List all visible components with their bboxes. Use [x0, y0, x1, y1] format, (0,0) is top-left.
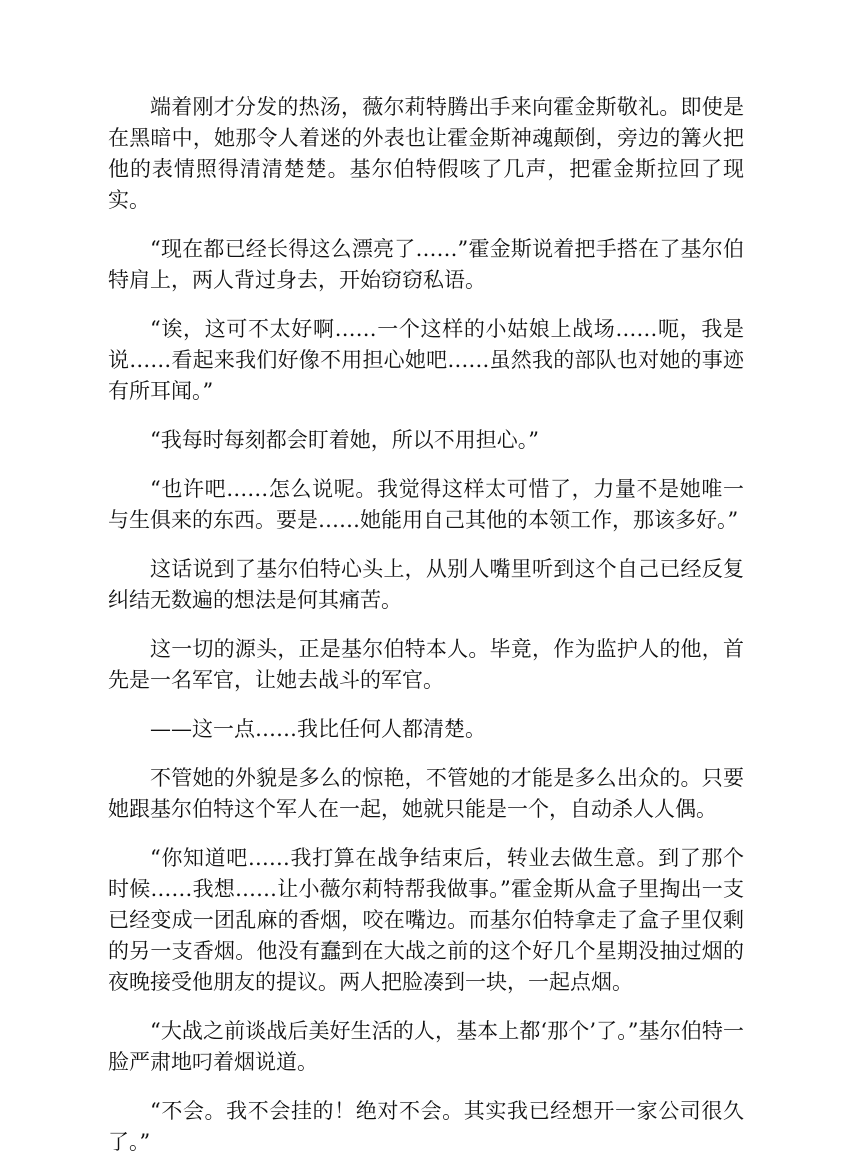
paragraph: 这一切的源头，正是基尔伯特本人。毕竟，作为监护人的他，首先是一名军官，让她去战斗的军官。 — [108, 637, 744, 692]
paragraph: “诶，这可不太好啊……一个这样的小姑娘上战场……呃，我是说……看起来我们好像不用担心她吧……虽然我的部队也对她的事迹有所耳闻。” — [108, 317, 744, 403]
paragraph: 端着刚才分发的热汤，薇尔莉特腾出手来向霍金斯敬礼。即使是在黑暗中，她那令人着迷的外表也让霍金斯神魂颠倒，旁边的篝火把他的表情照得清清楚楚。基尔伯特假咳了几声，把霍金斯拉回了现实。 — [108, 95, 744, 212]
paragraph: “大战之前谈战后美好生活的人，基本上都‘那个’了。”基尔伯特一脸严肃地叼着烟说道。 — [108, 1019, 744, 1074]
paragraph: ——这一点……我比任何人都清楚。 — [150, 717, 486, 741]
paragraph: 不管她的外貌是多么的惊艳，不管她的才能是多么出众的。只要她跟基尔伯特这个军人在一起，她就只能是一个，自动杀人人偶。 — [108, 766, 744, 821]
paragraph: 这话说到了基尔伯特心头上，从别人嘴里听到这个自己已经反复纠结无数遍的想法是何其痛苦。 — [108, 557, 744, 612]
paragraph: “不会。我不会挂的！绝对不会。其实我已经想开一家公司很久了。” — [108, 1099, 744, 1154]
paragraph: “你知道吧……我打算在战争结束后，转业去做生意。到了那个时候……我想……让小薇尔莉特帮我做事。”霍金斯从盒子里掏出一支已经变成一团乱麻的香烟，咬在嘴边。而基尔伯特拿走了盒子里仅剩的另一支香烟。他没有蠢到在大战之前的这个好几个星期没抽过烟的夜晚接受他朋友的提议。两人把脸凑到一块，一起点烟。 — [108, 846, 744, 994]
document-page — [108, 92, 744, 1176]
paragraph: “也许吧……怎么说呢。我觉得这样太可惜了，力量不是她唯一与生俱来的东西。要是……她能用自己其他的本领工作，那该多好。” — [108, 477, 744, 532]
paragraph: “我每时每刻都会盯着她，所以不用担心。” — [150, 428, 539, 452]
paragraph: “现在都已经长得这么漂亮了……”霍金斯说着把手搭在了基尔伯特肩上，两人背过身去，开始窃窃私语。 — [108, 237, 744, 292]
